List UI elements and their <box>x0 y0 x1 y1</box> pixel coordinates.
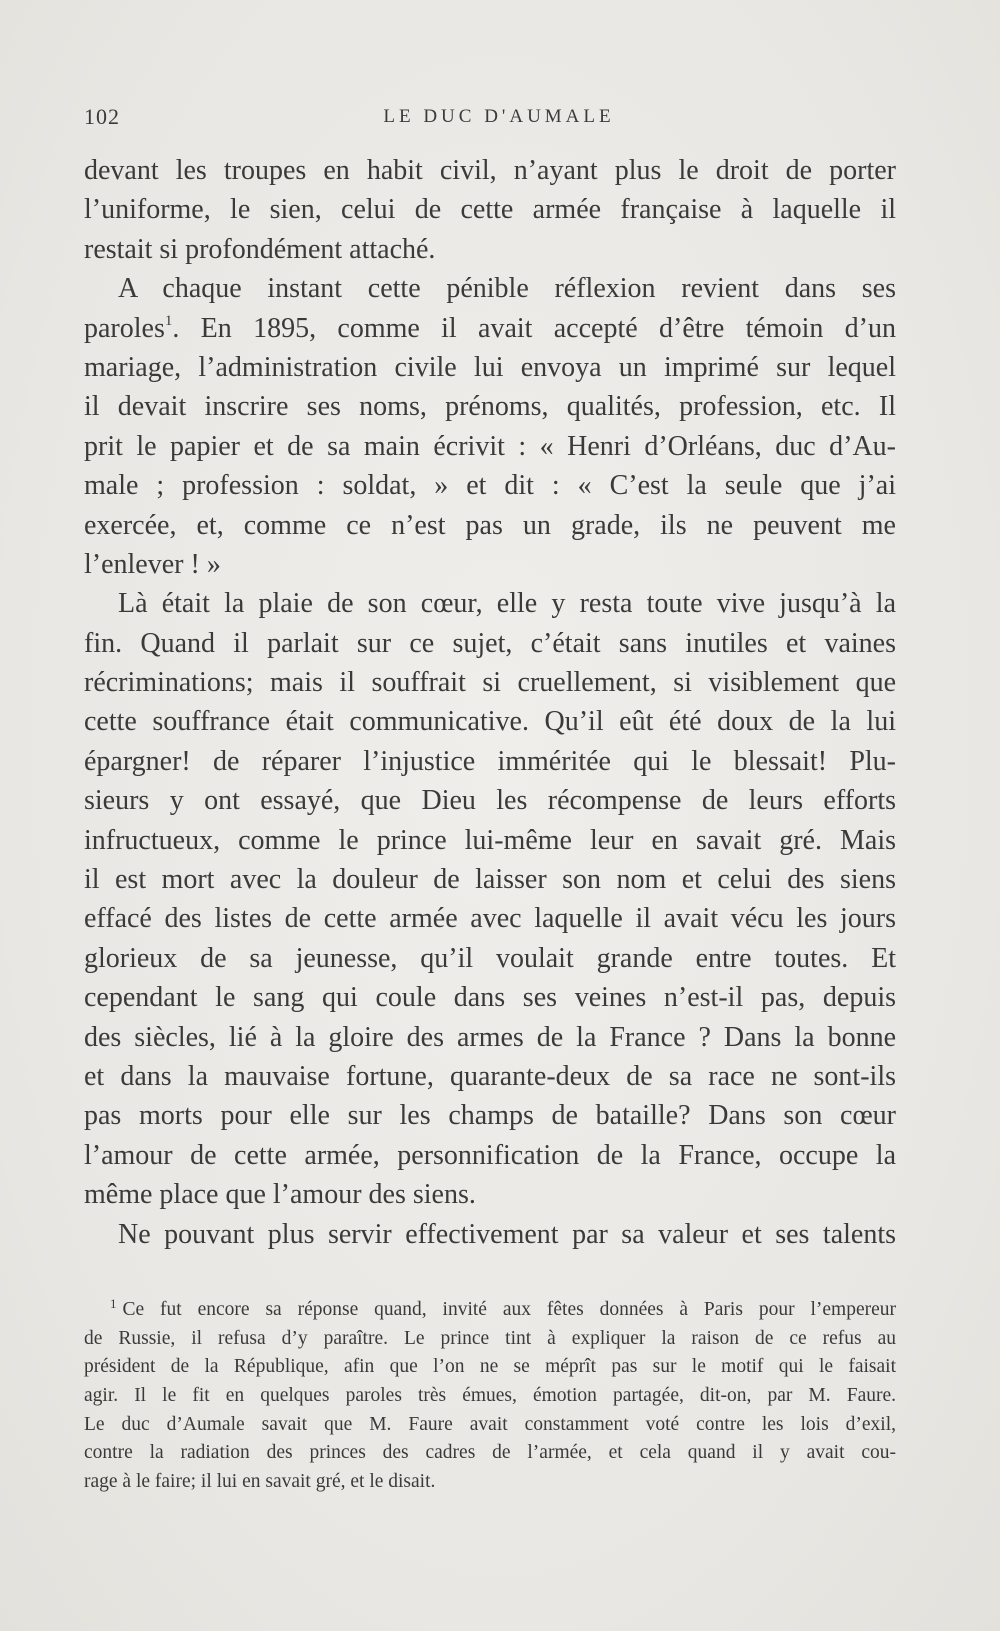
footnote-line <box>84 1296 896 1325</box>
footnote-line: contre la radiation des princes des cadres de l’armée, et cela quand il y avait cou- <box>84 1442 896 1464</box>
text-line: récriminations; mais il souffrait si cruellement, si visiblement que <box>84 667 896 699</box>
text-line: exercée, et, comme ce n’est pas un grade, ils ne peuvent me <box>84 509 896 541</box>
text-line-with-note <box>84 309 896 348</box>
text-line: infructueux, comme le prince lui-même leur en savait gré. Mais <box>84 824 896 856</box>
text-line: l’enlever ! » <box>84 548 221 580</box>
text-line: cette souffrance était communicative. Qu’il eût été doux de la lui <box>84 706 896 738</box>
footnote-number: 1 <box>110 1296 117 1311</box>
text-fragment: paroles <box>84 312 165 344</box>
footnote-reference: 1 <box>164 312 173 329</box>
footnote <box>84 1296 896 1497</box>
text-line: devant les troupes en habit civil, n’ayant plus le droit de porter <box>84 155 896 186</box>
text-line: des siècles, lié à la gloire des armes de la France ? Dans la bonne <box>84 1021 896 1053</box>
text-line: et dans la mauvaise fortune, quarante-deux de sa race ne sont-ils <box>84 1060 896 1092</box>
text-line: restait si profondément attaché. <box>84 233 436 265</box>
text-line: effacé des listes de cette armée avec laquelle il avait vécu les jours <box>84 903 896 935</box>
text-line: male ; profession : soldat, » et dit : « C’est la seule que j’ai <box>84 470 896 502</box>
text-line: cependant le sang qui coule dans ses veines n’est-il pas, depuis <box>84 982 896 1014</box>
footnote-line: président de la République, afin que l’on ne se méprît pas sur le motif qui le faisait <box>84 1356 896 1378</box>
page-number: 102 <box>84 104 120 129</box>
text-fragment: . En 1895, comme il avait accepté d’être témoin d’un <box>172 312 896 344</box>
text-line: il est mort avec la douleur de laisser son nom et celui des siens <box>84 864 896 896</box>
body-text <box>84 151 896 1254</box>
footnote-line: Le duc d’Aumale savait que M. Faure avait constamment voté contre les lois d’exil, <box>84 1413 896 1435</box>
text-line: pas morts pour elle sur les champs de bataille? Dans son cœur <box>84 1100 896 1132</box>
footnote-line: de Russie, il refusa d’y paraître. Le prince tint à expliquer la raison de ce refus au <box>84 1327 896 1349</box>
running-head <box>84 104 894 134</box>
footnote-line: agir. Il le fit en quelques paroles très émues, émotion partagée, dit-on, par M. Faure. <box>84 1385 896 1407</box>
text-line: épargner! de réparer l’injustice imméritée qui le blessait! Plu- <box>84 745 896 777</box>
text-line: l’uniforme, le sien, celui de cette armée française à laquelle il <box>84 194 896 226</box>
text-line: il devait inscrire ses noms, prénoms, qualités, profession, etc. Il <box>84 391 896 423</box>
running-title: LE DUC D'AUMALE <box>383 106 615 127</box>
text-line: fin. Quand il parlait sur ce sujet, c’était sans inutiles et vaines <box>84 627 896 659</box>
text-line: prit le papier et de sa main écrivit : « Henri d’Orléans, duc d’Au- <box>84 430 896 462</box>
text-line: glorieux de sa jeunesse, qu’il voulait grande entre toutes. Et <box>84 942 896 974</box>
text-line: sieurs y ont essayé, que Dieu les récompense de leurs efforts <box>84 785 896 817</box>
text-line: Là était la plaie de son cœur, elle y resta toute vive jusqu’à la <box>118 588 896 620</box>
text-line: Ne pouvant plus servir effectivement par sa valeur et ses talents <box>118 1218 896 1250</box>
text-line: mariage, l’administration civile lui envoya un imprimé sur lequel <box>84 351 896 383</box>
text-line: l’amour de cette armée, personnification de la France, occupe la <box>84 1139 896 1171</box>
text-line: A chaque instant cette pénible réflexion revient dans ses <box>118 273 896 305</box>
footnote-line: rage à le faire; il lui en savait gré, et le disait. <box>84 1471 436 1493</box>
text-line: même place que l’amour des siens. <box>84 1179 476 1211</box>
footnote-text: Ce fut encore sa réponse quand, invité aux fêtes données à Paris pour l’empereur <box>122 1299 896 1320</box>
